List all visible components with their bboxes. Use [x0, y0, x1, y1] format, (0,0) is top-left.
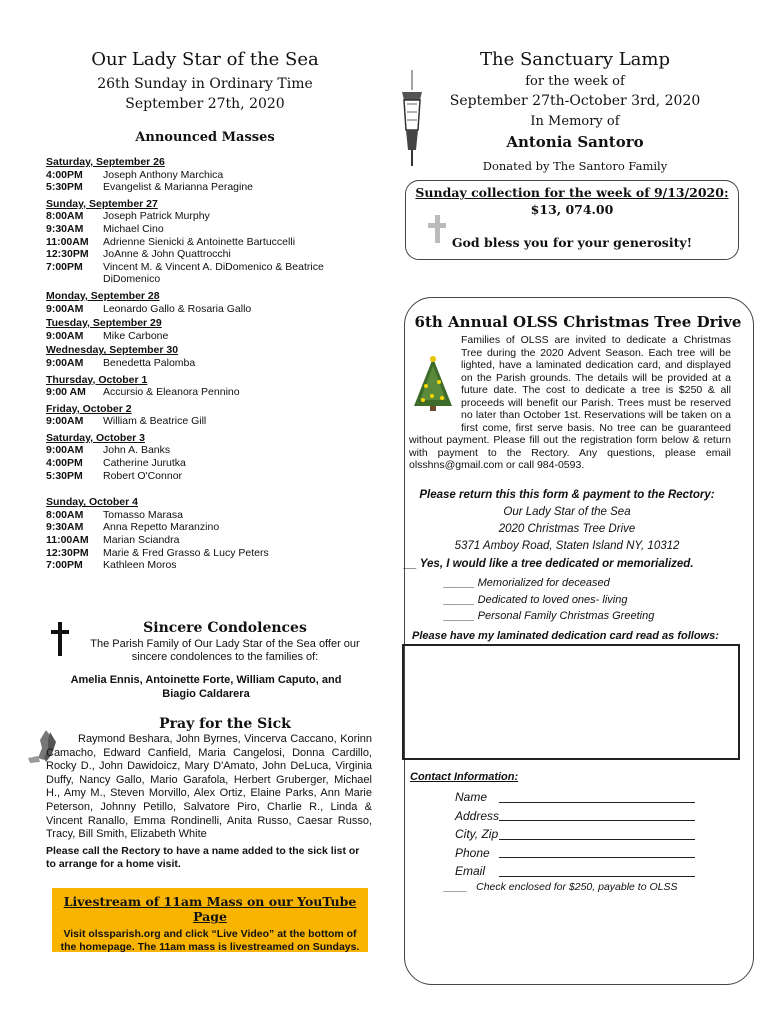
lamp-donated: Donated by The Santoro Family: [482, 159, 668, 173]
mass-time: 4:00PM: [46, 457, 83, 470]
phone-field[interactable]: Phone: [455, 844, 695, 863]
mass-time: 8:00AM: [46, 210, 84, 223]
mass-intention: Catherine Jurutka: [103, 457, 186, 470]
mass-intention: Marie & Fred Grasso & Lucy Peters: [103, 546, 269, 559]
mass-intention: Michael Cino: [103, 222, 164, 235]
dedicate-line: __ Yes, I would like a tree dedicated or memorialized.: [404, 558, 694, 570]
mass-day-heading: Wednesday, September 30: [46, 344, 179, 357]
lamp-title: The Sanctuary Lamp: [479, 49, 671, 70]
lamp-dates: September 27th-October 3rd, 2020: [449, 93, 701, 109]
mass-time: 11:00AM: [46, 235, 89, 248]
mass-time: 7:00PM: [46, 260, 83, 273]
collection-amount: $13, 074.00: [530, 202, 614, 217]
sick-names: Raymond Beshara, John Byrnes, Vincerva Caccano, Korinn Camacho, Edward Canfield, Maria Cangelosi, Donna Cardillo, Rocky D., John Dawidoicz, Mary D'Amato, John DeLuca, Virginia Duffy, Nancy Gallo, Mario Garafola, Herbert Gruberger, Michael H., Amy M., Steven Morvillo, Alex Ortiz, Elaine Parks, Ann Marie Peterson, Johnny Petillo, Salvatore Piro, Charlie R., Linda & Vincent Ranallo, Emma Rondinelli, Anita Russo, Caesar Russo, Tracy, Bill Smith, Elizabeth White: [46, 733, 372, 841]
mass-intention: Leonardo Gallo & Rosaria Gallo: [103, 302, 252, 315]
mass-intention: Adrienne Sienicki & Antoinette Bartuccelli: [103, 235, 296, 248]
lamp-for-week: for the week of: [525, 74, 625, 89]
mass-row: [46, 236, 356, 249]
mass-row: [46, 210, 356, 223]
mass-row: [46, 357, 356, 370]
mass-row: [46, 303, 356, 316]
mass-row: [46, 547, 356, 560]
mass-time: 9:00AM: [46, 329, 84, 342]
condolences-title: Sincere Condolences: [143, 620, 307, 636]
masses-title: Announced Masses: [135, 130, 275, 145]
sick-note: Please call the Rectory to have a name added to the sick list or to arrange for a home visit.: [46, 845, 360, 870]
mass-intention: John A. Banks: [103, 444, 171, 457]
sunday-title: 26th Sunday in Ordinary Time: [97, 76, 313, 92]
mass-time: 9:00 AM: [46, 386, 86, 399]
mass-row: [46, 444, 356, 457]
mass-intention: Evangelist & Marianna Peragine: [103, 181, 254, 194]
mass-day-heading: Sunday, October 4: [46, 496, 138, 509]
mass-row: [46, 223, 356, 236]
mass-intention: William & Beatrice Gill: [103, 415, 207, 428]
mass-time: 5:30PM: [46, 469, 83, 482]
tree-drive-body: [409, 334, 731, 472]
tree-drive-text: Families of OLSS are invited to dedicate a Christmas Tree during the 2020 Advent Season. Each tree will be lighted, have a laminated dedication card, and displayed on the Parish grounds. The details will be provided at a future date. The cost to dedicate a tree is $250 & all proceeds will benefit our Parish. Trees must be reserved no later than October 1st. Reservations will be taken on a first come, first serve basis. No tree can be guaranteed without payment. Please fill out the registration form below & return with payment to the Rectory. Any questions, please email olsshns@gmail.com or call 984-0593.: [409, 334, 731, 471]
mass-row: [46, 559, 356, 572]
mass-day-heading: Friday, October 2: [46, 402, 132, 415]
mass-time: 9:00AM: [46, 302, 84, 315]
mass-time: 4:00PM: [46, 168, 83, 181]
mass-time: 11:00AM: [46, 534, 89, 547]
mass-time: 9:00AM: [46, 356, 84, 369]
collection-thanks: God bless you for your generosity!: [451, 235, 693, 250]
return-address: [404, 504, 730, 555]
mass-intention: Tomasso Marasa: [103, 508, 183, 521]
mass-day-heading: Thursday, October 1: [46, 373, 148, 386]
collection-title: Sunday collection for the week of 9/13/2020:: [415, 185, 729, 200]
mass-row: [46, 261, 356, 286]
address-line-1: Our Lady Star of the Sea: [503, 506, 631, 518]
contact-label: Contact Information:: [410, 771, 519, 783]
dedication-card-field[interactable]: [402, 644, 740, 760]
mass-day-heading: Saturday, September 26: [46, 156, 165, 168]
mass-row: [46, 457, 356, 470]
mass-day-block: [46, 290, 356, 315]
mass-row: [46, 521, 356, 534]
livestream-box: [52, 888, 368, 952]
name-field[interactable]: Name: [455, 788, 695, 807]
address-line-3: 5371 Amboy Road, Staten Island NY, 10312: [454, 540, 680, 552]
mass-day-block: [46, 317, 356, 342]
mass-time: 12:30PM: [46, 546, 89, 559]
small-cross-icon: [426, 215, 448, 243]
mass-row: [46, 330, 356, 343]
mass-time: 9:30AM: [46, 222, 84, 235]
mass-day-block: [46, 156, 356, 194]
collection-box: [405, 180, 739, 260]
mass-intention: Marian Sciandra: [103, 534, 180, 547]
mass-day-block: [46, 403, 356, 428]
option-dedicated[interactable]: _____ Dedicated to loved ones- living: [444, 593, 628, 606]
card-label: Please have my laminated dedication card read as follows:: [412, 630, 719, 642]
masses-list: [46, 156, 356, 572]
mass-intention: Benedetta Palomba: [103, 356, 196, 369]
condolences-text: The Parish Family of Our Lady Star of the Sea offer our sincere condolences to the families of:: [90, 638, 360, 663]
mass-intention: Joseph Anthony Marchica: [103, 168, 224, 181]
mass-time: 12:30PM: [46, 248, 89, 261]
mass-time: 9:00AM: [46, 444, 84, 457]
mass-row: [46, 169, 356, 182]
mass-intention: Joseph Patrick Murphy: [103, 210, 210, 223]
email-field[interactable]: Email: [455, 862, 695, 881]
option-greeting[interactable]: _____ Personal Family Christmas Greeting: [444, 610, 655, 622]
cross-icon: [50, 622, 70, 656]
mass-day-heading: Monday, September 28: [46, 289, 160, 302]
mass-time: 9:00AM: [46, 415, 84, 428]
city-zip-field[interactable]: City, Zip: [455, 825, 695, 844]
mass-day-block: [46, 432, 356, 482]
mass-intention: Anna Repetto Maranzino: [103, 521, 220, 534]
option-memorialized[interactable]: _____ Memorialized for deceased: [444, 577, 610, 589]
mass-day-block: [46, 344, 356, 369]
livestream-text: Visit olssparish.org and click “Live Video” at the bottom of the homepage. The 11am mass is livestreamed on Sundays.: [60, 928, 360, 953]
mass-day-block: [46, 198, 356, 286]
lamp-header: [420, 48, 730, 175]
mass-row: [46, 509, 356, 522]
mass-row: [46, 534, 356, 547]
left-header: [40, 48, 370, 114]
tree-drive-title: 6th Annual OLSS Christmas Tree Drive: [414, 313, 742, 331]
mass-intention: Vincent M. & Vincent A. DiDomenico & Beatrice DiDomenico: [103, 260, 324, 286]
contact-fields: [455, 788, 695, 881]
sunday-date: September 27th, 2020: [125, 96, 285, 112]
lamp-in-memory: In Memory of: [530, 114, 620, 129]
mass-time: 9:30AM: [46, 521, 84, 534]
lamp-name: Antonia Santoro: [506, 133, 644, 151]
dedication-options: [444, 575, 734, 625]
mass-row: [46, 415, 356, 428]
address-line-2: 2020 Christmas Tree Drive: [498, 523, 636, 535]
sick-title: Pray for the Sick: [159, 716, 291, 732]
mass-day-block: [46, 374, 356, 399]
mass-row: [46, 181, 356, 194]
mass-row: [46, 470, 356, 483]
mass-intention: Accursio & Eleanora Pennino: [103, 386, 240, 399]
mass-intention: Robert O'Connor: [103, 469, 183, 482]
mass-day-heading: Tuesday, September 29: [46, 317, 162, 330]
mass-intention: JoAnne & John Quattrocchi: [103, 248, 231, 261]
condolences-names: Amelia Ennis, Antoinette Forte, William Caputo, and Biagio Caldarera: [70, 674, 342, 700]
mass-time: 7:00PM: [46, 559, 83, 572]
parish-name: Our Lady Star of the Sea: [91, 49, 319, 70]
mass-time: 8:00AM: [46, 508, 84, 521]
livestream-title: Livestream of 11am Mass on our YouTube Page: [63, 894, 357, 924]
address-field[interactable]: Address: [455, 807, 695, 826]
mass-day-heading: Saturday, October 3: [46, 431, 146, 444]
mass-intention: Kathleen Moros: [103, 559, 177, 572]
check-line[interactable]: ____ Check enclosed for $250, payable to OLSS: [444, 881, 678, 893]
mass-row: [46, 248, 356, 261]
mass-intention: Mike Carbone: [103, 329, 169, 342]
mass-row: [46, 386, 356, 399]
mass-day-heading: Sunday, September 27: [46, 197, 158, 210]
mass-time: 5:30PM: [46, 181, 83, 194]
mass-day-block: [46, 496, 356, 572]
return-title: Please return this this form & payment to the Rectory:: [419, 489, 715, 501]
